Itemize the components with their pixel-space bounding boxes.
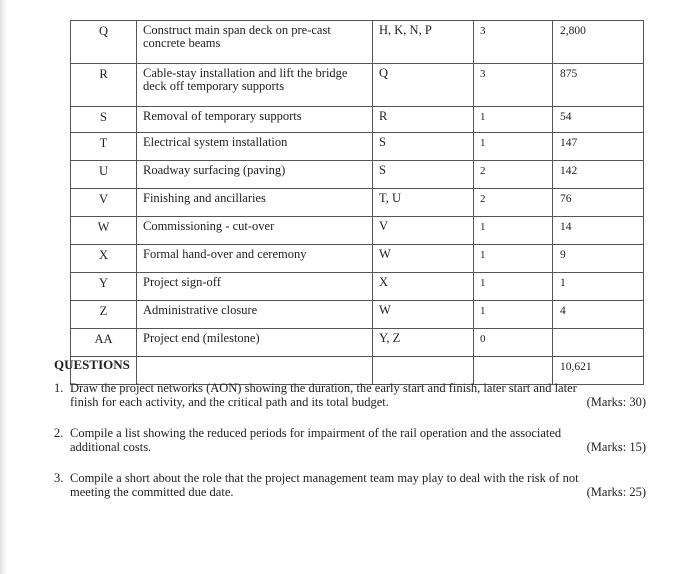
questions-section bbox=[54, 358, 646, 516]
activity-cost: 1 bbox=[553, 273, 644, 301]
activity-id: T bbox=[71, 133, 137, 161]
activity-duration: 1 bbox=[474, 273, 553, 301]
activity-id: AA bbox=[71, 329, 137, 357]
activity-cost bbox=[553, 329, 644, 357]
activity-description: Construct main span deck on pre-cast concrete beams bbox=[137, 21, 373, 64]
question-line-row bbox=[70, 440, 646, 454]
question-number: 1. bbox=[54, 381, 64, 395]
question-line: Compile a short about the role that the project management team may play to deal with the risk of not bbox=[70, 471, 579, 485]
question-line: finish for each activity, and the critical path and its total budget. bbox=[70, 395, 389, 409]
table-row bbox=[71, 217, 644, 245]
table-row bbox=[71, 64, 644, 107]
table-row bbox=[71, 329, 644, 357]
activity-predecessors: V bbox=[373, 217, 474, 245]
activity-description: Formal hand-over and ceremony bbox=[137, 245, 373, 273]
activity-predecessors: R bbox=[373, 107, 474, 133]
question-marks: (Marks: 15) bbox=[586, 440, 646, 454]
activity-duration: 1 bbox=[474, 301, 553, 329]
activity-duration: 1 bbox=[474, 133, 553, 161]
activity-id: R bbox=[71, 64, 137, 107]
activity-duration: 2 bbox=[474, 161, 553, 189]
total-cost: 10,621 bbox=[553, 357, 644, 385]
activity-cost: 4 bbox=[553, 301, 644, 329]
activity-description: Project end (milestone) bbox=[137, 329, 373, 357]
question-line-row bbox=[70, 485, 646, 499]
activity-duration: 0 bbox=[474, 329, 553, 357]
activity-id: Z bbox=[71, 301, 137, 329]
question-marks: (Marks: 25) bbox=[586, 485, 646, 499]
question-line: meeting the committed due date. bbox=[70, 485, 234, 499]
activity-id: S bbox=[71, 107, 137, 133]
activity-id: Q bbox=[71, 21, 137, 64]
activity-id: X bbox=[71, 245, 137, 273]
activity-duration: 1 bbox=[474, 217, 553, 245]
activity-description: Cable-stay installation and lift the bridge deck off temporary supports bbox=[137, 64, 373, 107]
table-row bbox=[71, 161, 644, 189]
activity-cost: 875 bbox=[553, 64, 644, 107]
activity-predecessors: W bbox=[373, 245, 474, 273]
question-line: Compile a list showing the reduced periods for impairment of the rail operation and the associated bbox=[70, 426, 562, 440]
question-item bbox=[54, 381, 646, 409]
activity-predecessors: Y, Z bbox=[373, 329, 474, 357]
activity-duration: 1 bbox=[474, 107, 553, 133]
question-number: 3. bbox=[54, 471, 64, 485]
activity-cost: 54 bbox=[553, 107, 644, 133]
question-marks: (Marks: 30) bbox=[586, 395, 646, 409]
activity-cost: 2,800 bbox=[553, 21, 644, 64]
activity-description: Finishing and ancillaries bbox=[137, 189, 373, 217]
activity-predecessors: W bbox=[373, 301, 474, 329]
activity-cost: 142 bbox=[553, 161, 644, 189]
activity-id: V bbox=[71, 189, 137, 217]
activity-predecessors: Q bbox=[373, 64, 474, 107]
question-line: Draw the project networks (AON) showing the duration, the early start and finish, later start and later bbox=[70, 381, 577, 395]
table-row bbox=[71, 133, 644, 161]
table-row bbox=[71, 301, 644, 329]
question-number: 2. bbox=[54, 426, 64, 440]
activity-duration: 3 bbox=[474, 64, 553, 107]
activity-description: Administrative closure bbox=[137, 301, 373, 329]
activity-predecessors: H, K, N, P bbox=[373, 21, 474, 64]
activity-id: W bbox=[71, 217, 137, 245]
activity-description: Project sign-off bbox=[137, 273, 373, 301]
activity-cost: 9 bbox=[553, 245, 644, 273]
questions-heading: QUESTIONS bbox=[54, 357, 130, 372]
activity-description: Removal of temporary supports bbox=[137, 107, 373, 133]
question-line: additional costs. bbox=[70, 440, 152, 454]
activity-duration: 3 bbox=[474, 21, 553, 64]
page-edge-shadow bbox=[0, 0, 8, 574]
table-row bbox=[71, 107, 644, 133]
table-row bbox=[71, 245, 644, 273]
activity-predecessors: T, U bbox=[373, 189, 474, 217]
table-row bbox=[71, 273, 644, 301]
activity-description: Electrical system installation bbox=[137, 133, 373, 161]
activity-description: Commissioning - cut-over bbox=[137, 217, 373, 245]
activity-duration: 1 bbox=[474, 245, 553, 273]
table-row bbox=[71, 21, 644, 64]
activity-id: U bbox=[71, 161, 137, 189]
question-line-row bbox=[70, 395, 646, 409]
question-item bbox=[54, 426, 646, 454]
activity-predecessors: S bbox=[373, 133, 474, 161]
activity-cost: 147 bbox=[553, 133, 644, 161]
activity-id: Y bbox=[71, 273, 137, 301]
activity-table bbox=[70, 20, 644, 385]
activity-cost: 14 bbox=[553, 217, 644, 245]
activity-predecessors: X bbox=[373, 273, 474, 301]
activity-duration: 2 bbox=[474, 189, 553, 217]
question-item bbox=[54, 471, 646, 499]
activity-predecessors: S bbox=[373, 161, 474, 189]
activity-cost: 76 bbox=[553, 189, 644, 217]
activity-description: Roadway surfacing (paving) bbox=[137, 161, 373, 189]
table-row bbox=[71, 189, 644, 217]
